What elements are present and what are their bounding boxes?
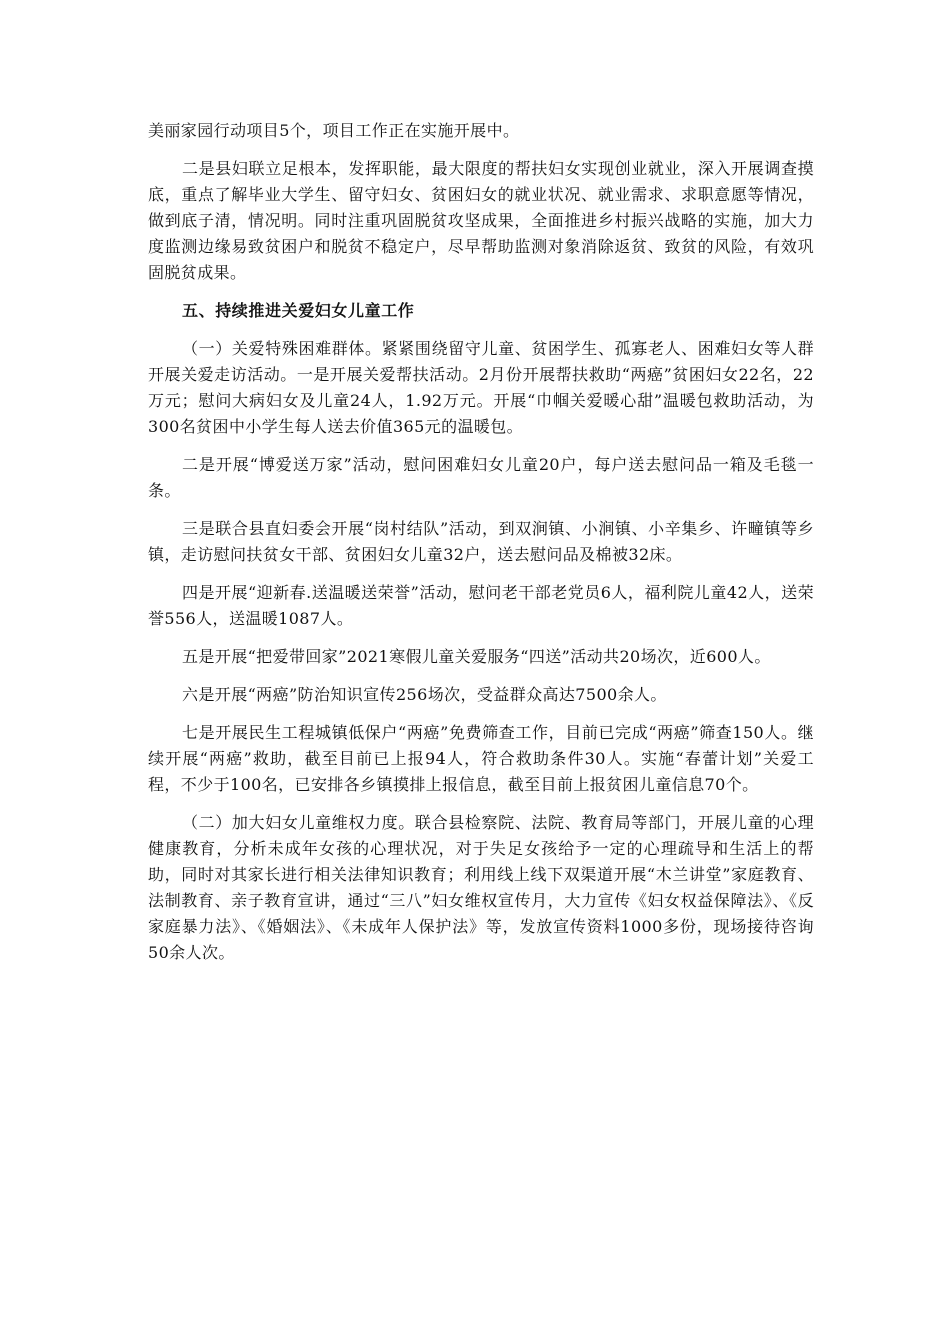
- paragraph-village-pairing: 三是联合县直妇委会开展“岗村结队”活动，到双涧镇、小涧镇、小辛集乡、许疃镇等乡镇，走访慰问扶贫女干部、贫困妇女儿童32户，送去慰问品及棉被32床。: [148, 519, 814, 564]
- continuation-paragraph: 美丽家园行动项目5个，项目工作正在实施开展中。: [148, 121, 520, 140]
- paragraph-winter-care: 五是开展“把爱带回家”2021寒假儿童关爱服务“四送”活动共20场次，近600人。: [182, 647, 771, 666]
- paragraph-care-groups: （一）关爱特殊困难群体。紧紧围绕留守儿童、贫困学生、孤寡老人、困难妇女等人群开展关爱走访活动。一是开展关爱帮扶活动。2月份开展帮扶救助“两癌”贫困妇女22名，22万元；慰问大病妇女及儿童24人，1.92万元。开展“巾帼关爱暖心甜”温暖包救助活动，为300名贫困中小学生每人送去价值365元的温暖包。: [148, 339, 814, 436]
- section-heading: 五、持续推进关爱妇女儿童工作: [182, 301, 415, 320]
- paragraph-cancer-awareness: 六是开展“两癌”防治知识宣传256场次，受益群众高达7500余人。: [182, 685, 667, 704]
- paragraph-boai-activity: 二是开展“博爱送万家”活动，慰问困难妇女儿童20户，每户送去慰问品一箱及毛毯一条。: [148, 455, 814, 500]
- paragraph-new-year-visits: 四是开展“迎新春.送温暖送荣誉”活动，慰问老干部老党员6人，福利院儿童42人，送荣誉556人，送温暖1087人。: [148, 583, 814, 628]
- paragraph-screening: 七是开展民生工程城镇低保户“两癌”免费筛查工作，目前已完成“两癌”筛查150人。继续开展“两癌”救助，截至目前已上报94人，符合救助条件30人。实施“春蕾计划”关爱工程，不少于100名，已安排各乡镇摸排上报信息，截至目前上报贫困儿童信息70个。: [148, 723, 814, 794]
- document-body: [148, 118, 814, 978]
- paragraph-employment-support: 二是县妇联立足根本，发挥职能，最大限度的帮扶妇女实现创业就业，深入开展调查摸底，重点了解毕业大学生、留守妇女、贫困妇女的就业状况、就业需求、求职意愿等情况，做到底子清，情况明。同时注重巩固脱贫攻坚成果，全面推进乡村振兴战略的实施，加大力度监测边缘易致贫困户和脱贫不稳定户，尽早帮助监测对象消除返贫、致贫的风险，有效巩固脱贫成果。: [148, 159, 814, 282]
- paragraph-rights-protection: （二）加大妇女儿童维权力度。联合县检察院、法院、教育局等部门，开展儿童的心理健康教育，分析未成年女孩的心理状况，对于失足女孩给予一定的心理疏导和生活上的帮助，同时对其家长进行相关法律知识教育；利用线上线下双渠道开展“木兰讲堂”家庭教育、法制教育、亲子教育宣讲，通过“三八”妇女维权宣传月，大力宣传《妇女权益保障法》、《反家庭暴力法》、《婚姻法》、《未成年人保护法》等，发放宣传资料1000多份，现场接待咨询50余人次。: [148, 813, 814, 962]
